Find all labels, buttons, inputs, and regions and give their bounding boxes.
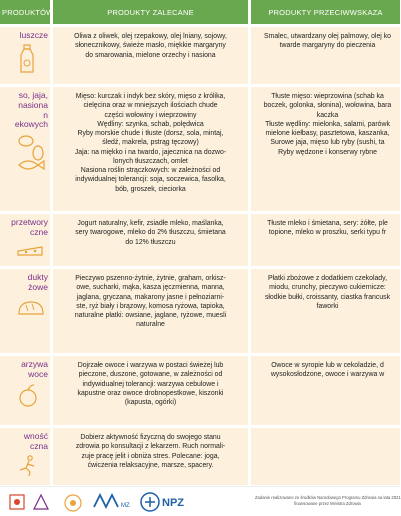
- logo-mz-text: MZ: [121, 503, 130, 509]
- category-label: przetwory czne: [11, 217, 48, 237]
- table-row: [0, 356, 400, 425]
- category-cell: [0, 214, 50, 266]
- bread-icon: [16, 296, 46, 320]
- institution-logo-1: [8, 493, 26, 513]
- recommended-cell: Mięso: kurczak i indyk bez skóry, mięso z królika, cielęcina oraz w mniejszych ilościach chude części wołowiny i wieprzowiny Wędliny: szynka, schab, polędwica Ryby morskie chude i tłuste (dorsz, sola, mintaj, śledź, makrela, pstrąg tęczowy) Jaja: na miękko i na twardo, jajecznica na dozwo- lonych tłuszczach, omlet Nasiona roślin strączkowych: w zależności od indywidualnej tolerancji: soja, soczewica, fasolka, bób, groszek, cieciorka: [53, 87, 248, 211]
- category-label: wność czna: [23, 431, 48, 451]
- contraindicated-cell: [251, 428, 400, 485]
- recommended-cell: Dojrzałe owoce i warzywa w postaci świeżej lub pieczone, duszone, gotowane, w zależności od indywidualnej tolerancji: warzywa cebulowe i kapustne oraz owoce drobnopestkowe, kiszonki (kapusta, ogórki): [53, 356, 248, 425]
- category-label: so, jaja, nasiona n ekowych: [14, 90, 48, 130]
- recommended-cell: Pieczywo pszenno-żytnie, żytnie, graham, orkisz- owe, sucharki, mąka, kasza jęczmienna, manna, jaglana, gryczana, makarony jasne i pełnoziarni- ste, ryż biały i brązowy, komosa ryżowa, tapioka, naturalne płatki: owsiane, jaglane, ryżowe, muesli naturalne: [53, 269, 248, 353]
- contraindicated-cell: Płatki zbożowe z dodatkiem czekolady, miodu, crunchy, pieczywo cukiernicze: słodkie bułki, croissanty, ciastka francusk faworki: [251, 269, 400, 353]
- category-label: luszcze: [19, 30, 48, 40]
- contraindicated-cell: Tłuste mięso: wieprzowina (schab ka boczek, golonka, słonina), wołowina, bara kaczka Tłuste wędliny: mielonka, salami, parówk mielone kiełbasy, pasztetowa, kaszanka, Surowe jaja, mięso lub ryby (sushi, ta Ryby wędzone i konserwy rybne: [251, 87, 400, 211]
- category-cell: [0, 269, 50, 353]
- footer: [0, 486, 400, 516]
- cheese-icon: [16, 241, 44, 257]
- table-row: [0, 214, 400, 266]
- recommended-cell: Jogurt naturalny, kefir, zsiadłe mleko, maślanka, sery twarogowe, mleko do 2% tłuszczu, śmietana do 12% tłuszczu: [53, 214, 248, 266]
- contraindicated-cell: Smalec, utwardzany olej palmowy, olej ko twarde margaryny do pieczenia: [251, 27, 400, 84]
- category-cell: [0, 356, 50, 425]
- header-contraindicated: PRODUKTY PRZECIWWSKAZA: [251, 0, 400, 24]
- table-row: [0, 27, 400, 84]
- table-row: [0, 428, 400, 485]
- fruit-vegetable-icon: [16, 383, 40, 409]
- logo-npz-text: NPZ: [162, 497, 184, 509]
- category-cell: [0, 428, 50, 485]
- ministry-of-health-logo: [92, 491, 128, 513]
- category-label: arzywa woce: [21, 359, 48, 379]
- category-cell: [0, 27, 50, 84]
- funding-note: Zadanie realizowane ze środków Narodowego Programu Zdrowia na lata 2021 finansowane przez Ministra Zdrowia: [255, 495, 401, 507]
- table-row: [0, 269, 400, 353]
- institution-logo-2: [32, 493, 50, 513]
- oil-bottle-icon: [16, 44, 38, 74]
- contraindicated-cell: Owoce w syropie lub w cekoladzie, d wysokosłodzone, owoce i warzywa w: [251, 356, 400, 425]
- header-recommended: PRODUKTY ZALECANE: [53, 0, 248, 24]
- institution-logo-3: [62, 493, 84, 513]
- category-cell: [0, 87, 50, 211]
- contraindicated-cell: Tłuste mleko i śmietana, sery: żółte, ple topione, mleko w proszku, serki typu fr: [251, 214, 400, 266]
- meat-fish-egg-icon: [16, 133, 46, 175]
- table-row: [0, 87, 400, 211]
- running-person-icon: [16, 455, 40, 477]
- recommended-cell: Dobierz aktywność fizyczną do swojego stanu zdrowia po konsultacji z lekarzem. Ruch normali- zuje pracę jelit i obniża stres. Polecane: joga, ćwiczenia relaksacyjne, marsze, spacery.: [53, 428, 248, 485]
- category-label: dukty żowe: [27, 272, 48, 292]
- header-category: PRODUKTÓW: [0, 0, 50, 24]
- recommended-cell: Oliwa z oliwek, olej rzepakowy, olej lniany, sojowy, słonecznikowy, świeże masło, miękkie margaryny do smarowania, mielone orzechy i nasiona: [53, 27, 248, 84]
- npz-logo: [140, 490, 192, 514]
